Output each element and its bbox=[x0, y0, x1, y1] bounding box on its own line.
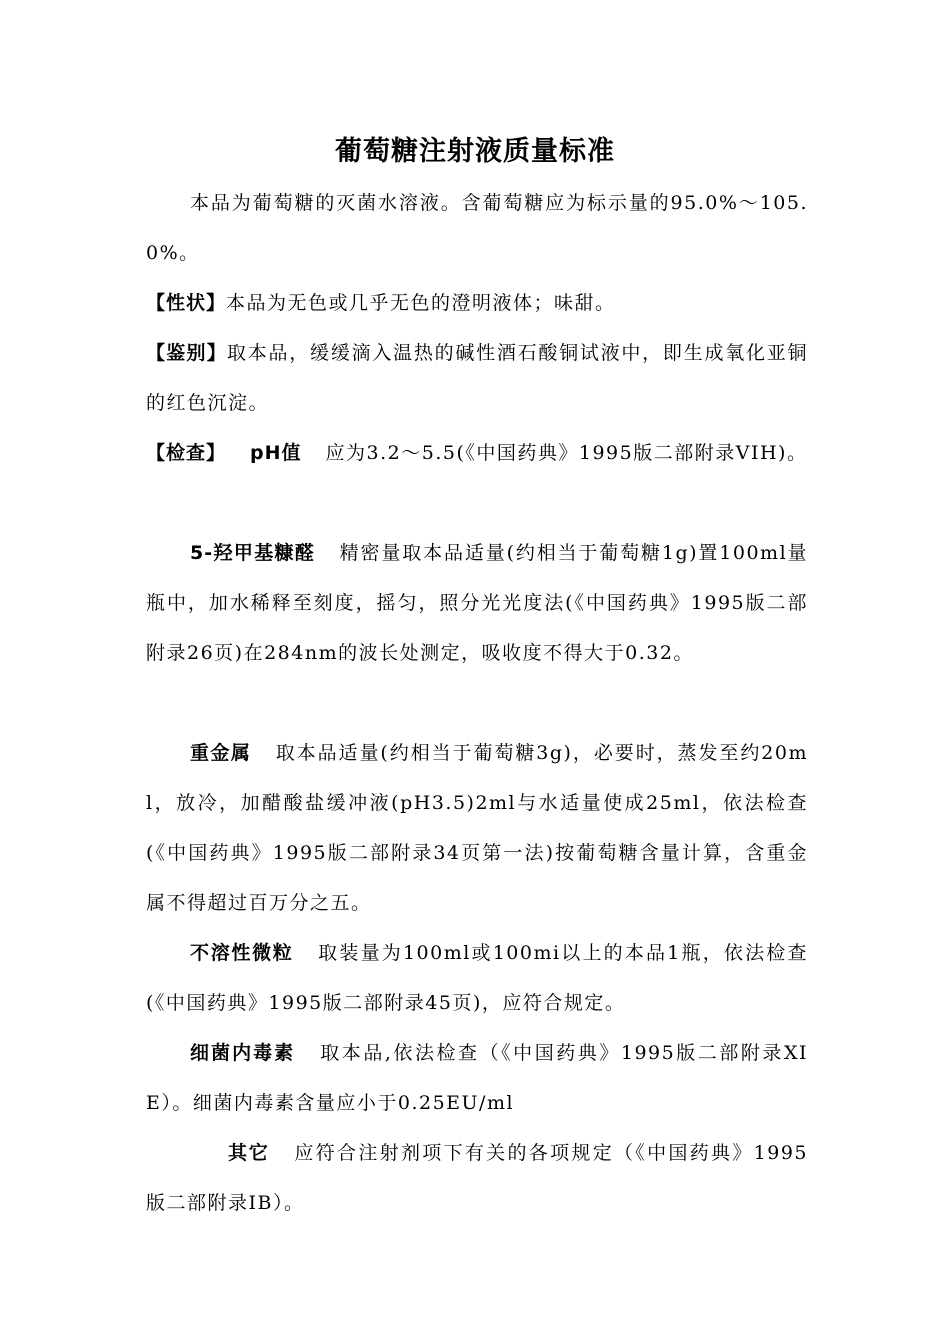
appearance-text: 本品为无色或几乎无色的澄明液体；味甜。 bbox=[226, 292, 616, 314]
particles-label: 不溶性微粒 bbox=[190, 942, 294, 964]
ph-label: pH值 bbox=[250, 442, 302, 464]
heavy-metals-paragraph bbox=[146, 728, 808, 928]
particles-paragraph bbox=[146, 928, 808, 1028]
document-title: 葡萄糖注射液质量标准 bbox=[335, 136, 615, 167]
endotoxin-label: 细菌内毒素 bbox=[190, 1042, 296, 1064]
identification-text: 取本品，缓缓滴入温热的碱性酒石酸铜试液中，即生成氧化亚铜的红色沉淀。 bbox=[146, 342, 808, 414]
ph-text: 应为3.2～5.5(《中国药典》1995版二部附录VIH)。 bbox=[325, 442, 808, 464]
heavy-metals-text: 取本品适量(约相当于葡萄糖3g)，必要时，蒸发至约20ml，放冷，加醋酸盐缓冲液(pH3.5)2ml与水适量使成25ml，依法检查(《中国药典》1995版二部附录34页第一法)按葡萄糖含量计算，含重金属不得超过百万分之五。 bbox=[146, 742, 808, 914]
endotoxin-paragraph bbox=[146, 1028, 808, 1128]
other-label: 其它 bbox=[228, 1142, 270, 1164]
particles-text: 取装量为100ml或100mi以上的本品1瓶，依法检查(《中国药典》1995版二部附录45页)，应符合规定。 bbox=[146, 942, 808, 1014]
intro-text: 本品为葡萄糖的灭菌水溶液。含葡萄糖应为标示量的95.0%～105.0%。 bbox=[146, 192, 808, 264]
tests-label: 【检查】 bbox=[146, 442, 227, 464]
hmf-text: 精密量取本品适量(约相当于葡萄糖1g)置100ml量瓶中，加水稀释至刻度，摇匀，照分光光度法(《中国药典》1995版二部附录26页)在284nm的波长处测定，吸收度不得大于0.32。 bbox=[146, 542, 809, 664]
identification-label: 【鉴别】 bbox=[146, 342, 228, 364]
endotoxin-text: 取本品,依法检查（《中国药典》1995版二部附录XI E）。细菌内毒素含量应小于0.25EU/ml bbox=[146, 1042, 808, 1114]
hmf-paragraph bbox=[146, 528, 808, 678]
heavy-metals-label: 重金属 bbox=[190, 742, 252, 764]
appearance-paragraph bbox=[146, 278, 808, 328]
identification-paragraph bbox=[146, 328, 808, 428]
other-paragraph bbox=[146, 1128, 808, 1228]
hmf-label: 5-羟甲基糠醛 bbox=[190, 542, 316, 564]
other-text: 应符合注射剂项下有关的各项规定（《中国药典》1995版二部附录IB）。 bbox=[146, 1142, 808, 1214]
intro-paragraph bbox=[146, 178, 808, 278]
appearance-label: 【性状】 bbox=[146, 292, 227, 314]
ph-paragraph bbox=[146, 428, 808, 478]
